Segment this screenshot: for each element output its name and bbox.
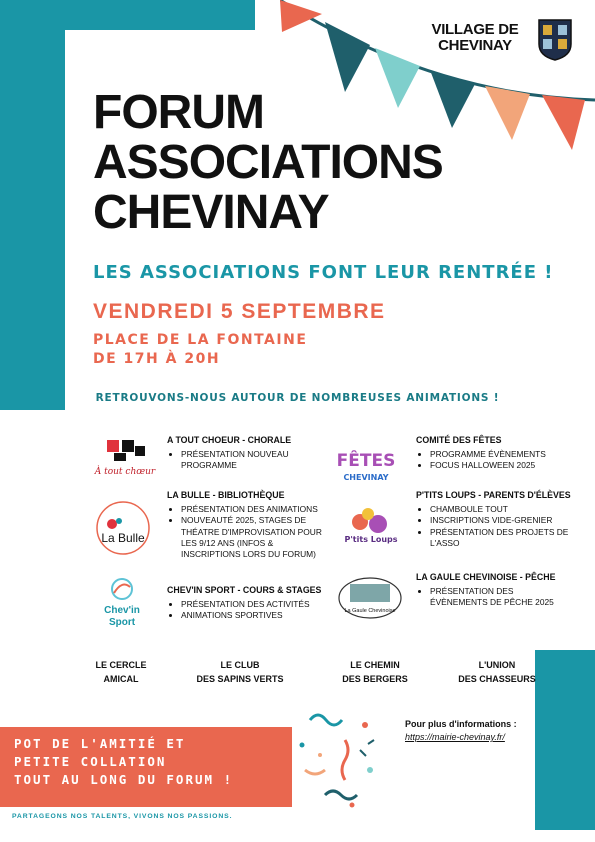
title-line2: ASSOCIATIONS [93, 136, 443, 189]
sport-logo-line1: Chev'in [104, 605, 140, 616]
assoc-name: A TOUT CHOEUR - CHORALE [167, 435, 292, 445]
extra-line1: LE CHEMIN [350, 660, 400, 670]
assoc-item: • PRÉSENTATION DES PROJETS DE L'ASSO [430, 527, 578, 549]
animations-heading: RETROUVONS-NOUS AUTOUR DE NOMBREUSES ANIMATIONS ! [95, 392, 500, 404]
extra-line2: DES CHASSEURS [458, 674, 536, 684]
pot-line2: PETITE COLLATION [14, 754, 167, 769]
extra-line1: L'UNION [478, 660, 516, 670]
teal-decoration-left [0, 0, 65, 410]
extra-line1: LE CERCLE [95, 660, 147, 670]
assoc-item: • PROGRAMME ÉVÈNEMENTS [430, 449, 576, 460]
assoc-ptits-loups [416, 490, 578, 549]
comite-des-fetes-logo [330, 438, 402, 488]
website-link[interactable]: https://mairie-chevinay.fr/ [405, 732, 505, 742]
assoc-item: • PRÉSENTATION DES ANIMATIONS [181, 504, 329, 515]
assoc-name: P'TITS LOUPS - PARENTS D'ÉLÈVES [416, 490, 571, 500]
assoc-item: • ANIMATIONS SPORTIVES [181, 610, 329, 621]
assoc-name: COMITÉ DES FÊTES [416, 435, 502, 445]
la-bulle-logo [88, 498, 158, 558]
assoc-item: • NOUVEAUTÉ 2025, STAGES DE THÉATRE D'IMPROVISATION POUR LES 9/12 ANS (INFOS & INSCRIPTIONS LORS DU FORUM) [181, 515, 329, 560]
chorale-logo [92, 436, 158, 486]
pot-line1: POT DE L'AMITIÉ ET [14, 736, 186, 751]
pot-text [14, 735, 233, 789]
extra-assoc-union [442, 658, 552, 686]
gaule-logo-text: La Gaule Chevinoise [344, 608, 396, 614]
village-name [420, 22, 530, 54]
info-label: Pour plus d'informations : [405, 719, 517, 729]
teal-decoration-top [0, 0, 255, 30]
extra-assoc-chemin [320, 658, 430, 686]
chev-in-sport-logo [92, 575, 152, 630]
assoc-name: LA GAULE CHEVINOISE - PÊCHE [416, 572, 556, 582]
assoc-sport [167, 585, 329, 622]
assoc-item: • PRÉSENTATION DES ACTIVITÉS [181, 599, 329, 610]
fetes-logo-line2: CHEVINAY [343, 473, 389, 482]
assoc-item: • FOCUS HALLOWEEN 2025 [430, 460, 576, 471]
title-line3: CHEVINAY [93, 186, 329, 239]
village-line1: VILLAGE DE [431, 21, 519, 38]
pot-line3: TOUT AU LONG DU FORUM ! [14, 772, 234, 787]
extra-assoc-club [185, 658, 295, 686]
extra-assoc-cercle [66, 658, 176, 686]
assoc-name: LA BULLE - BIBLIOTHÈQUE [167, 490, 285, 500]
gaule-chevinoise-logo [337, 576, 403, 622]
ptits-loups-logo [338, 500, 404, 550]
confetti-decoration [290, 700, 390, 820]
la-bulle-logo-text: La Bulle [101, 531, 145, 545]
extra-line2: AMICAL [103, 674, 139, 684]
printed-line1: Imprimé par nos soins. [405, 786, 499, 796]
assoc-item: • PRÉSENTATION NOUVEAU PROGRAMME [181, 449, 327, 471]
sport-logo-line2: Sport [108, 617, 136, 628]
printed-line2: Ne pas jeter sur la voie publique [405, 800, 536, 810]
village-line2: CHEVINAY [438, 37, 512, 54]
fetes-logo-line1: FÊTES [336, 451, 396, 471]
extra-line2: DES BERGERS [342, 674, 408, 684]
chorale-logo-text: À tout chœur [94, 467, 156, 477]
info-block [405, 718, 517, 744]
assoc-name: CHEV'IN SPORT - COURS & STAGES [167, 585, 322, 595]
page-title [93, 88, 443, 238]
event-location [93, 331, 307, 369]
loups-logo-text: P'tits Loups [344, 535, 398, 544]
subtitle: LES ASSOCIATIONS FONT LEUR RENTRÉE ! [93, 262, 554, 283]
title-line1: FORUM [93, 86, 264, 139]
assoc-item: • PRÉSENTATION DES ÉVÈNEMENTS DE PÊCHE 2025 [430, 586, 566, 608]
extra-line2: DES SAPINS VERTS [196, 674, 284, 684]
assoc-item: • INSCRIPTIONS VIDE-GRENIER [430, 515, 578, 526]
event-date: VENDREDI 5 SEPTEMBRE [93, 300, 386, 323]
printed-notice [405, 784, 535, 812]
assoc-chorale [167, 435, 327, 472]
extra-line1: LE CLUB [220, 660, 260, 670]
motto: PARTAGEONS NOS TALENTS, VIVONS NOS PASSIONS. [12, 813, 233, 820]
assoc-item: • CHAMBOULE TOUT [430, 504, 578, 515]
event-place: PLACE DE LA FONTAINE [93, 332, 308, 348]
assoc-bibliotheque [167, 490, 329, 560]
village-crest-icon [537, 18, 573, 62]
event-hours: DE 17H À 20H [93, 351, 221, 367]
assoc-gaule [416, 572, 566, 609]
assoc-comite-fetes [416, 435, 576, 472]
